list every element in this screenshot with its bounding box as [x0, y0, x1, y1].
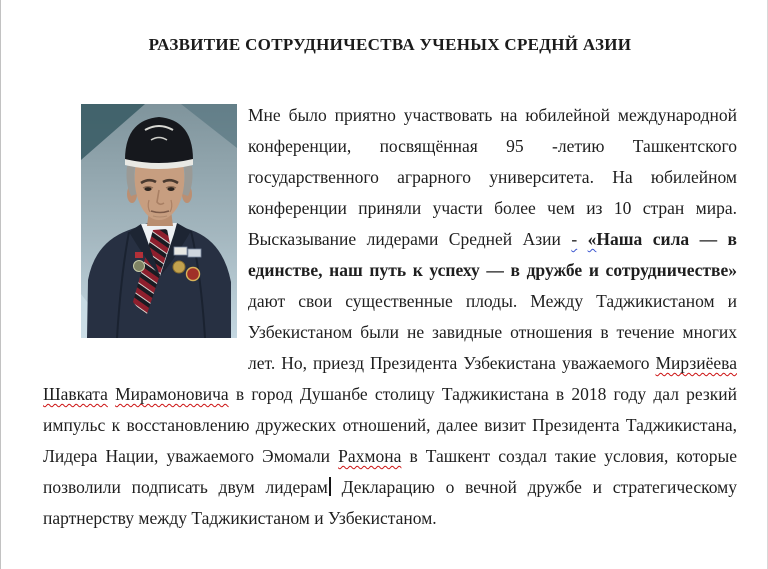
medal-pin	[135, 252, 143, 258]
text-segment: в Ташкент создал такие условия, которые позволили подписать двум лидерам	[43, 446, 742, 497]
document-title: РАЗВИТИЕ СОТРУДНИЧЕСТВА УЧЕНЫХ СРЕДНЙ АЗИИ	[148, 35, 632, 54]
text-segment	[577, 229, 587, 249]
ribbon-bar	[188, 249, 201, 257]
text-segment: Шавката	[43, 384, 108, 404]
ribbon-bar	[174, 247, 187, 255]
text-segment: Наша сила — в единстве, наш путь к успеху — в дружбе и сотрудничестве»	[248, 229, 742, 280]
text-segment: Мирзиёева	[655, 353, 737, 373]
text-segment: Мирамоновича	[115, 384, 229, 404]
portrait-photo[interactable]	[81, 104, 237, 338]
text-segment: «	[587, 229, 597, 249]
body-paragraph	[43, 100, 742, 534]
text-segment: Мне было приятно участвовать на юбилейной международной конференции, посвящённая 95 -летию Ташкентского государственного аграрного университета. На юбилейном конференции приняли участи более чем из 10 стран мира. Высказывание лидерами Средней Азии	[248, 105, 742, 249]
medal	[173, 261, 185, 273]
text-segment: дают свои существенные плоды. Между Таджикистаном и Узбекистаном были не завидные отношения в течение многих лет. Но, приезд Президента Узбекистана уважаемого	[248, 260, 742, 373]
text-segment	[737, 353, 741, 373]
page-edge-left	[0, 0, 1, 569]
text-segment: -	[571, 229, 578, 249]
text-segment	[108, 384, 115, 404]
text-segment: Рахмона	[338, 446, 402, 466]
text-segment: Декларацию о вечной дружбе и стратегическому партнерству между Таджикистаном и Узбекистаном.	[43, 477, 742, 528]
text-segment: в город Душанбе столицу Таджикистана в 2018 году дал резкий импульс к восстановлению дружеских отношений, далее визит Президента Таджикистана, Лидера Нации, уважаемого Эмомали	[43, 384, 742, 466]
medal	[187, 268, 200, 281]
